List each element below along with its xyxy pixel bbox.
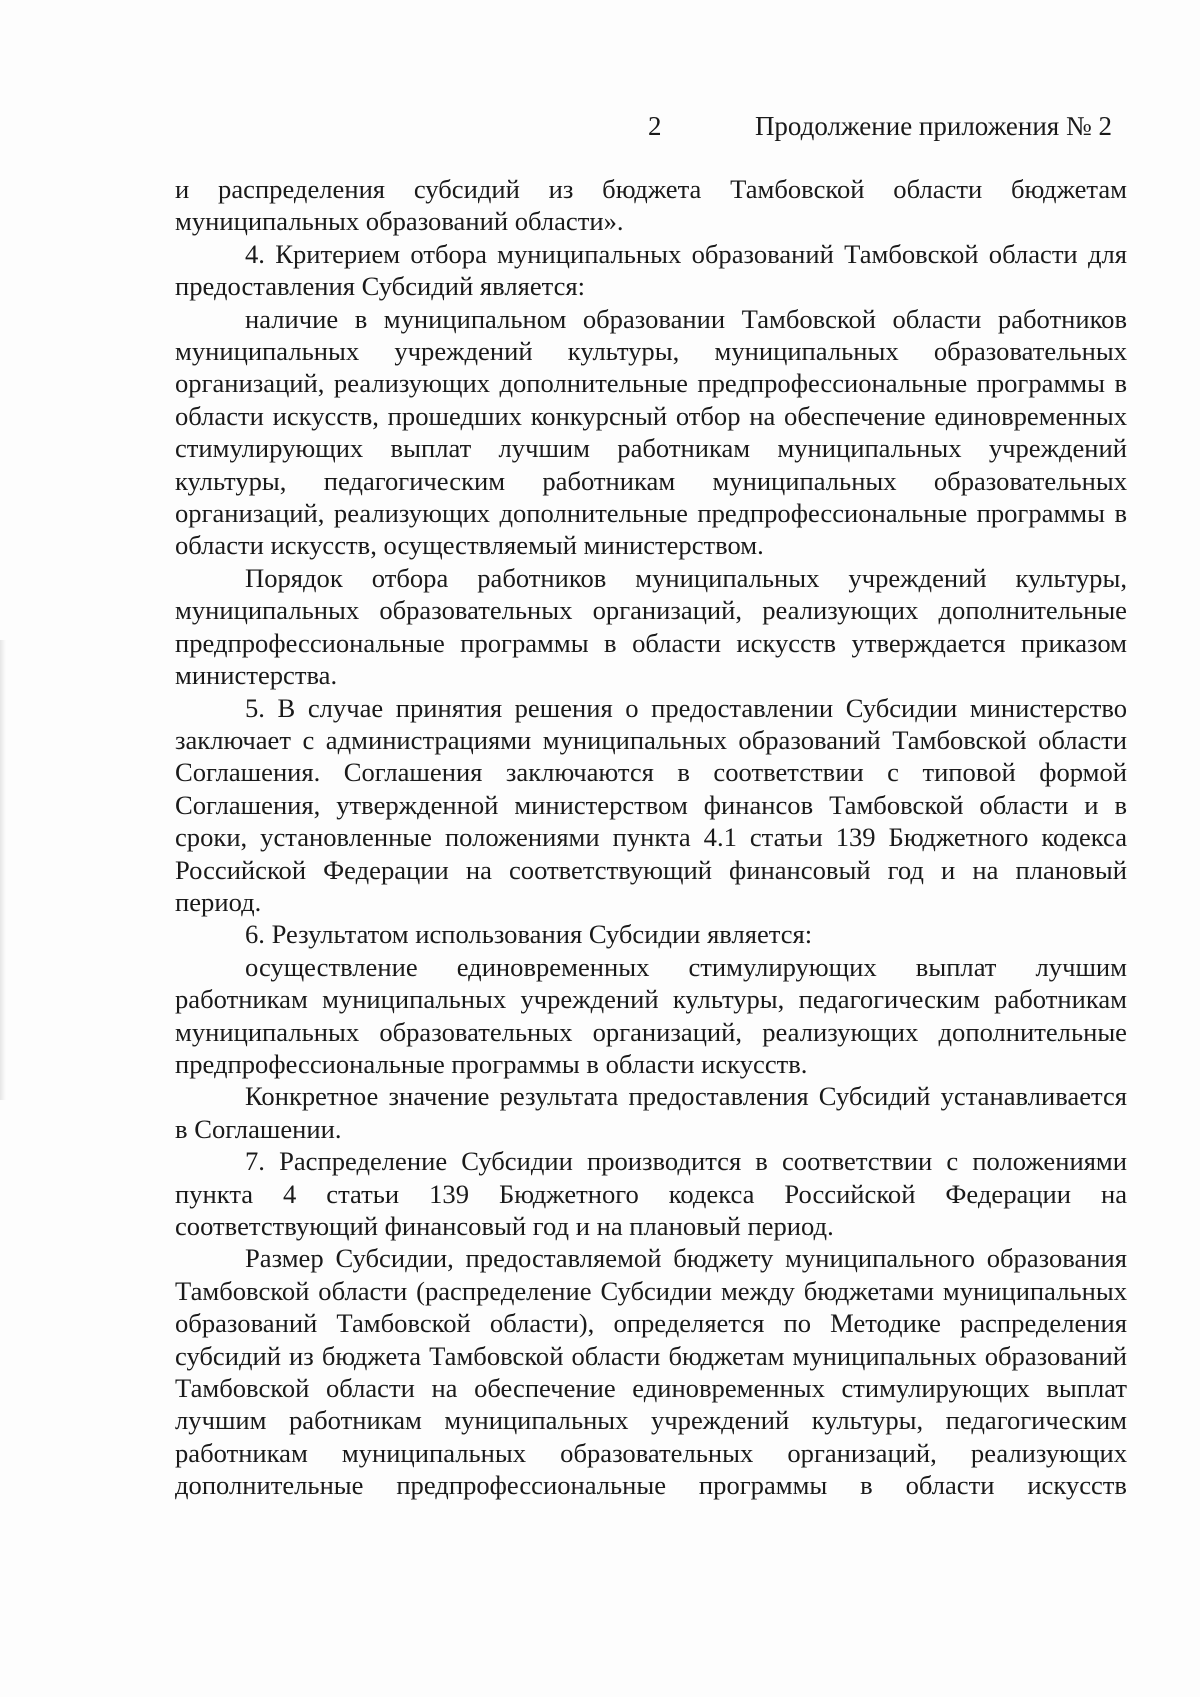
paragraph-clause-7: 7. Распределение Субсидии производится в соответствии с положениями пункта 4 статьи 139 Бюджетного кодекса Российской Федерации на соответствующий финансовый год и на плановый период. (175, 1146, 1127, 1241)
paragraph-result: осуществление единовременных стимулирующих выплат лучшим работникам муниципальных учреждений культуры, педагогическим работникам муниципальных образовательных организаций, реализующих дополнительные предпрофессиональные программы в области искусств. (175, 951, 1127, 1079)
paragraph-criterion: наличие в муниципальном образовании Тамбовской области работников муниципальных учреждений культуры, муниципальных образовательных организаций, реализующих дополнительные предпрофессиональные программы в области искусств, прошедших конкурсный отбор на обеспечение единовременных стимулирующих выплат лучшим работникам муниципальных учреждений культуры, педагогическим работникам муниципальных образовательных организаций, реализующих дополнительные предпрофессиональные программы в области искусств, осуществляемый министерством. (175, 303, 1127, 561)
paragraph-clause-4: 4. Критерием отбора муниципальных образований Тамбовской области для предоставления Субсидий является: (175, 238, 1127, 302)
paragraph-subsidy-size: Размер Субсидии, предоставляемой бюджету муниципального образования Тамбовской области (распределение Субсидии между бюджетами муниципальных образований Тамбовской области), определяется по Методике распределения субсидий из бюджета Тамбовской области бюджетам муниципальных образований Тамбовской области на обеспечение единовременных стимулирующих выплат лучшим работникам муниципальных учреждений культуры, педагогическим работникам муниципальных образовательных организаций, реализующих дополнительные предпрофессиональные программы в области искусств (175, 1243, 1127, 1501)
page-header (0, 111, 1200, 147)
paragraph-selection-order: Порядок отбора работников муниципальных учреждений культуры, муниципальных образовательных организаций, реализующих дополнительные предпрофессиональные программы в области искусств утверждается приказом министерства. (175, 562, 1127, 691)
paragraph-result-value: Конкретное значение результата предоставления Субсидий устанавливается в Соглашении. (175, 1081, 1127, 1144)
page-number: 2 (648, 111, 662, 141)
paragraph-clause-6: 6. Результатом использования Субсидии является: (245, 919, 813, 950)
paragraph-continuation: и распределения субсидий из бюджета Тамбовской области бюджетам муниципальных образований области». (175, 174, 1127, 237)
paragraph-clause-5: 5. В случае принятия решения о предоставлении Субсидии министерство заключает с администрациями муниципальных образований Тамбовской области Соглашения. Соглашения заключаются в соответствии с типовой формой Соглашения, утвержденной министерством финансов Тамбовской области и в сроки, установленные положениями пункта 4.1 статьи 139 Бюджетного кодекса Российской Федерации на соответствующий финансовый год и на плановый период. (175, 692, 1127, 917)
scan-edge-shadow (0, 640, 6, 1100)
document-body (175, 173, 1127, 1502)
continuation-note: Продолжение приложения № 2 (754, 111, 1112, 141)
